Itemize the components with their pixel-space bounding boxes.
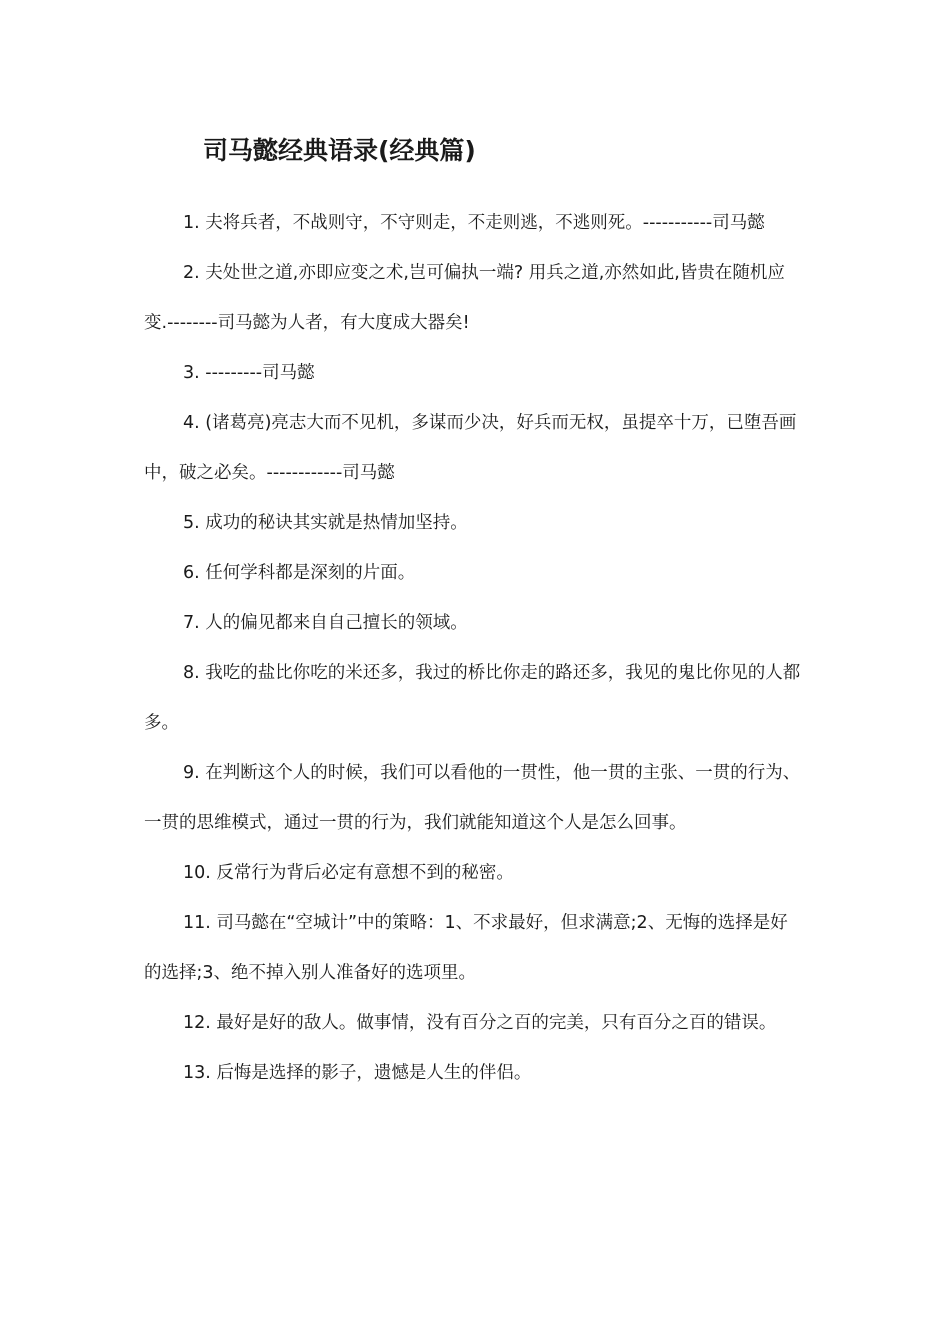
- quote-paragraph-10: 10. 反常行为背后必定有意想不到的秘密。: [183, 863, 514, 883]
- quote-paragraph-12: 12. 最好是好的敌人。做事情，没有百分之百的完美，只有百分之百的错误。: [183, 1013, 777, 1033]
- quote-paragraph-7: 7. 人的偏见都来自自己擅长的领域。: [183, 613, 468, 633]
- quote-paragraph-13: 13. 后悔是选择的影子，遗憾是人生的伴侣。: [183, 1063, 532, 1083]
- document-body: [144, 198, 802, 1098]
- quote-paragraph-1: 1. 夫将兵者，不战则守，不守则走，不走则逃，不逃则死。-----------司马懿: [183, 213, 765, 233]
- quote-paragraph-11: 11. 司马懿在“空城计”中的策略：1、不求最好，但求满意;2、无悔的选择是好的选择;3、绝不掉入别人准备好的选项里。: [144, 913, 788, 983]
- quote-paragraph-3: 3. ---------司马懿: [183, 363, 315, 383]
- document-title: 司马懿经典语录(经典篇): [203, 136, 476, 165]
- quote-paragraph-4: 4. (诸葛亮)亮志大而不见机，多谋而少决，好兵而无权，虽提卒十万，已堕吾画中，破之必矣。------------司马懿: [144, 413, 797, 483]
- quote-paragraph-8: 8. 我吃的盐比你吃的米还多，我过的桥比你走的路还多，我见的鬼比你见的人都多。: [144, 663, 801, 733]
- quote-paragraph-2: 2. 夫处世之道,亦即应变之术,岂可偏执一端? 用兵之道,亦然如此,皆贵在随机应变.--------司马懿为人者，有大度成大器矣!: [144, 263, 785, 333]
- quote-paragraph-5: 5. 成功的秘诀其实就是热情加坚持。: [183, 513, 468, 533]
- quote-paragraph-9: 9. 在判断这个人的时候，我们可以看他的一贯性，他一贯的主张、一贯的行为、一贯的思维模式，通过一贯的行为，我们就能知道这个人是怎么回事。: [144, 763, 801, 833]
- quote-paragraph-6: 6. 任何学科都是深刻的片面。: [183, 563, 416, 583]
